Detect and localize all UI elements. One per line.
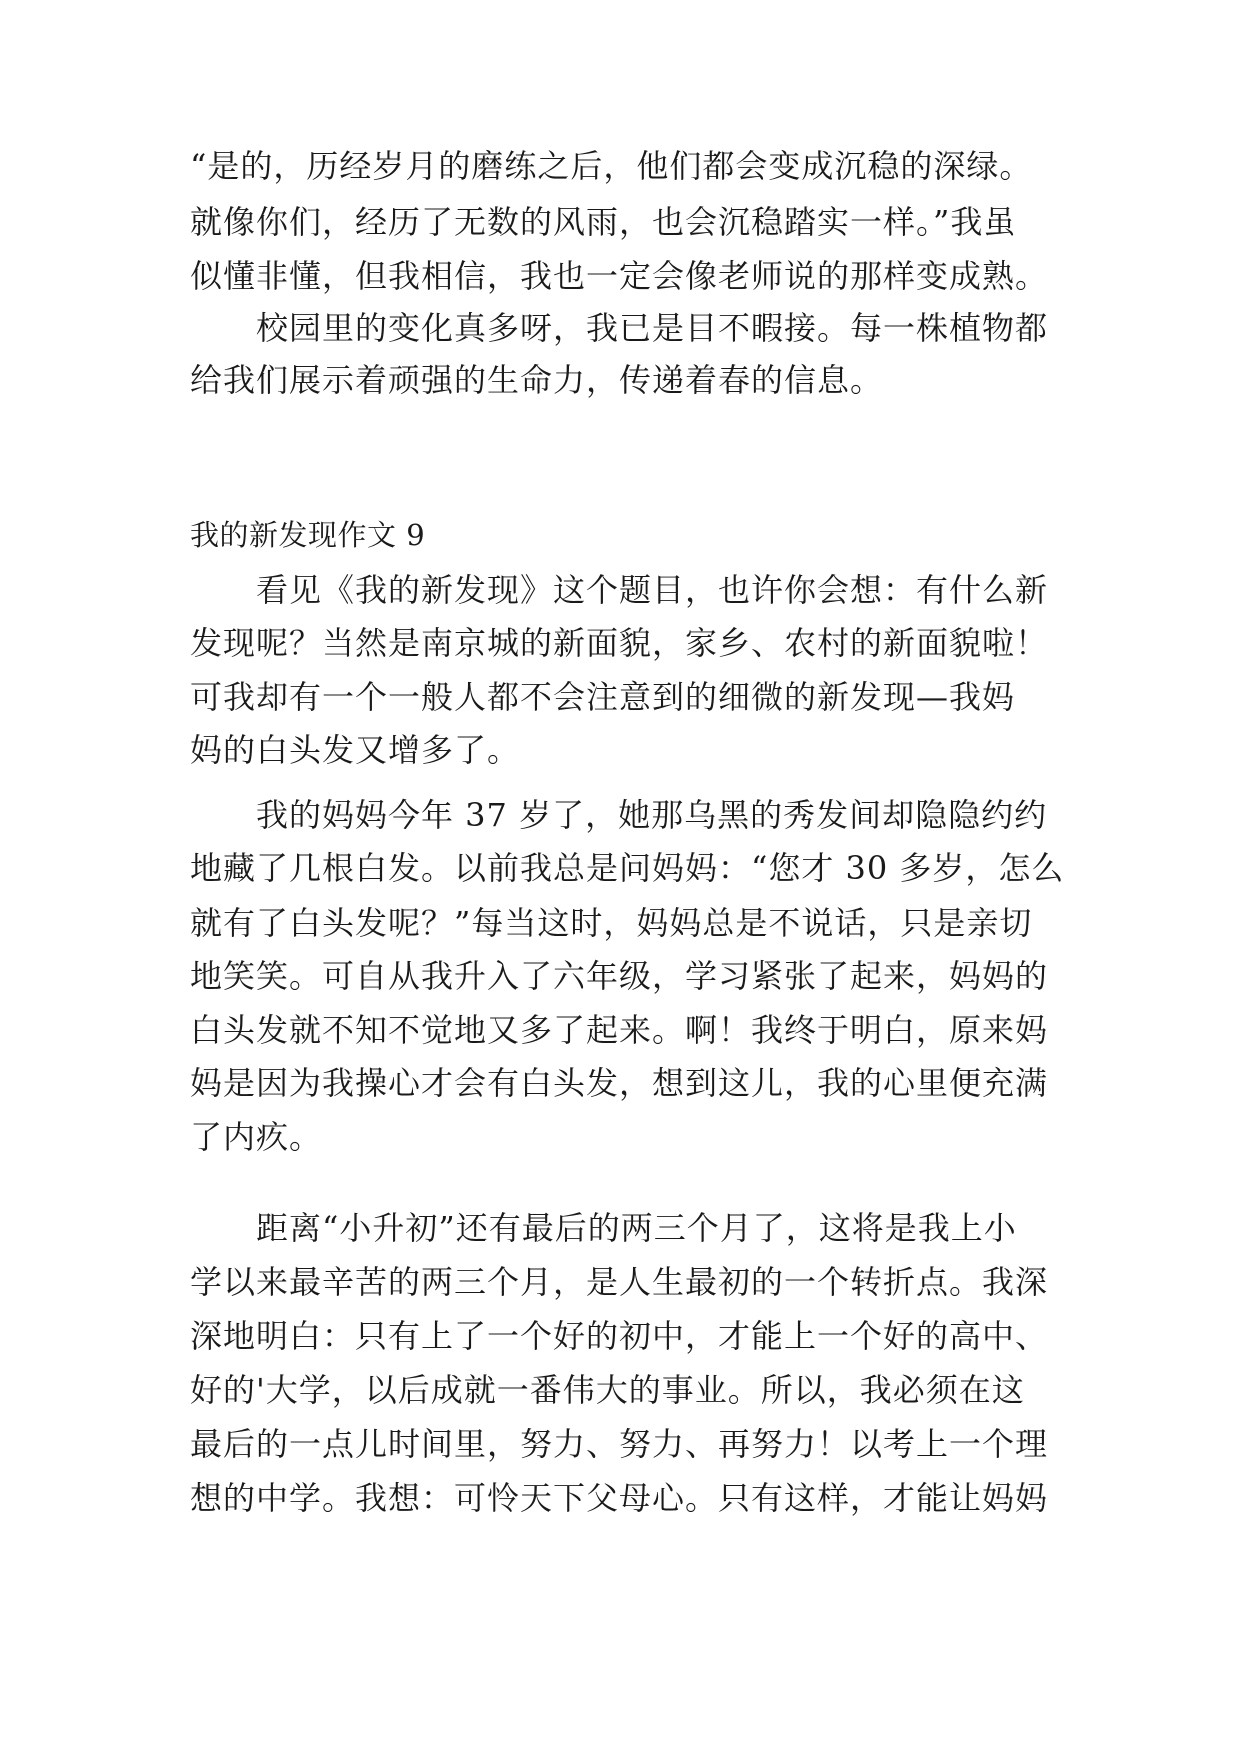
text-line: 妈的白头发又增多了。 <box>190 731 521 769</box>
text-line: 似懂非懂，但我相信，我也一定会像老师说的那样变成熟。 <box>190 257 1049 295</box>
text-line: “是的，历经岁月的磨练之后，他们都会变成沉稳的深绿。 <box>190 147 1033 185</box>
text-line: 可我却有一个一般人都不会注意到的细微的新发现—我妈 <box>190 678 1016 716</box>
text-line: 距离“小升初”还有最后的两三个月了，这将是我上小 <box>256 1209 1017 1247</box>
text-line: 了内疚。 <box>190 1118 323 1156</box>
text-line: 地藏了几根白发。以前我总是问妈妈：“您才 30 多岁，怎么 <box>190 849 1065 887</box>
text-line: 白头发就不知不觉地又多了起来。啊！我终于明白，原来妈 <box>190 1011 1049 1049</box>
text-line: 看见《我的新发现》这个题目，也许你会想：有什么新 <box>256 571 1049 609</box>
text-line: 地笑笑。可自从我升入了六年级，学习紧张了起来，妈妈的 <box>190 957 1049 995</box>
section-heading: 我的新发现作文 9 <box>190 518 426 552</box>
text-line: 校园里的变化真多呀，我已是目不暇接。每一株植物都 <box>256 309 1049 347</box>
text-line: 妈是因为我操心才会有白头发，想到这儿，我的心里便充满 <box>190 1064 1049 1102</box>
text-line: 深地明白：只有上了一个好的初中，才能上一个好的高中、 <box>190 1317 1049 1355</box>
text-line: 就像你们，经历了无数的风雨，也会沉稳踏实一样。”我虽 <box>190 203 1017 241</box>
text-line: 给我们展示着顽强的生命力，传递着春的信息。 <box>190 361 884 399</box>
text-line: 好的'大学，以后成就一番伟大的事业。所以，我必须在这 <box>190 1371 1025 1409</box>
text-line: 发现呢？当然是南京城的新面貌，家乡、农村的新面貌啦！ <box>190 624 1049 662</box>
text-line: 我的妈妈今年 37 岁了，她那乌黑的秀发间却隐隐约约 <box>256 796 1048 834</box>
text-line: 想的中学。我想：可怜天下父母心。只有这样，才能让妈妈 <box>190 1479 1049 1517</box>
text-line: 就有了白头发呢？”每当这时，妈妈总是不说话，只是亲切 <box>190 904 1033 942</box>
text-line: 最后的一点儿时间里，努力、努力、再努力！以考上一个理 <box>190 1425 1049 1463</box>
text-line: 学以来最辛苦的两三个月，是人生最初的一个转折点。我深 <box>190 1263 1049 1301</box>
